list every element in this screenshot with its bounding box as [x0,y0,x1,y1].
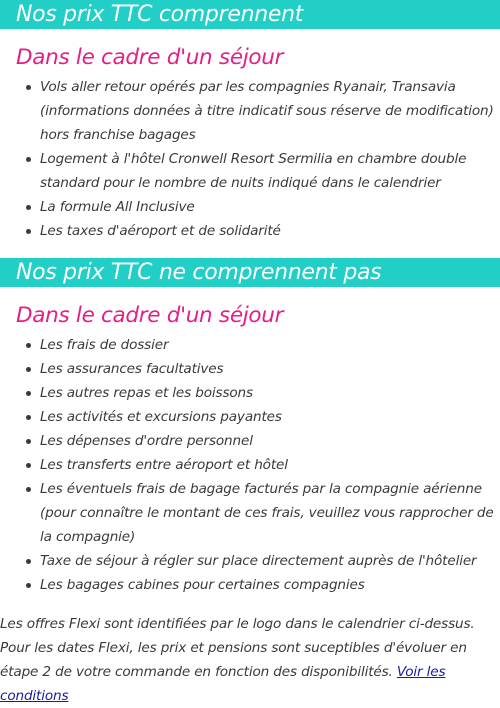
list-item [40,195,500,219]
bullet-icon [26,205,31,210]
bullet-icon [26,157,31,162]
flexi-note-text: Les offres Flexi sont identifiées par le logo dans le calendrier ci-dessus. Pour les dates Flexi, les prix et pensions sont suceptibles d'évoluer en étape 2 de votre commande en fonction des disponibilités. [0,616,475,680]
list-item-text: Les éventuels frais de bagage facturés par la compagnie aérienne (pour connaître le montant de ces frais, veuillez vous rapprocher de la compagnie) [40,481,494,545]
list-item-text: Les transferts entre aéroport et hôtel [40,457,288,473]
list-item-text: Taxe de séjour à régler sur place directement auprès de l'hôtelier [40,553,477,569]
bullet-icon [26,367,31,372]
bullet-icon [26,487,31,492]
bullet-icon [26,583,31,588]
bullet-icon [26,343,31,348]
list-item [40,147,500,195]
bullet-icon [26,229,31,234]
bullet-icon [26,559,31,564]
list-item [40,477,500,549]
list-item [40,405,500,429]
list-item [40,75,500,147]
list-item [40,333,500,357]
bullet-icon [26,391,31,396]
list-item [40,453,500,477]
list-item-text: Les activités et excursions payantes [40,409,282,425]
included-subheading: Dans le cadre d'un séjour [16,45,284,70]
list-item-text: Les dépenses d'ordre personnel [40,433,253,449]
conditions-link[interactable]: Voir les conditions [0,664,446,704]
list-item [40,549,500,573]
bullet-icon [26,85,31,90]
included-list [0,75,500,243]
excluded-subheading: Dans le cadre d'un séjour [16,303,284,328]
list-item [40,429,500,453]
list-item-text: Logement à l'hôtel Cronwell Resort Sermilia en chambre double standard pour le nombre de nuits indiqué dans le calendrier [40,151,467,191]
bullet-icon [26,463,31,468]
included-banner: Nos prix TTC comprennent [0,0,500,29]
excluded-section [0,258,500,597]
list-item-text: Les bagages cabines pour certaines compagnies [40,577,365,593]
list-item [40,573,500,597]
list-item-text: Les frais de dossier [40,337,169,353]
list-item-text: Vols aller retour opérés par les compagnies Ryanair, Transavia (informations données à titre indicatif sous réserve de modification) hors franchise bagages [40,79,494,143]
list-item-text: Les autres repas et les boissons [40,385,253,401]
list-item-text: La formule All Inclusive [40,199,195,215]
excluded-banner: Nos prix TTC ne comprennent pas [0,258,500,287]
list-item [40,381,500,405]
list-item [40,219,500,243]
bullet-icon [26,439,31,444]
bullet-icon [26,415,31,420]
list-item-text: Les taxes d'aéroport et de solidarité [40,223,281,239]
list-item-text: Les assurances facultatives [40,361,224,377]
excluded-list [0,333,500,597]
list-item [40,357,500,381]
included-section [0,0,500,243]
